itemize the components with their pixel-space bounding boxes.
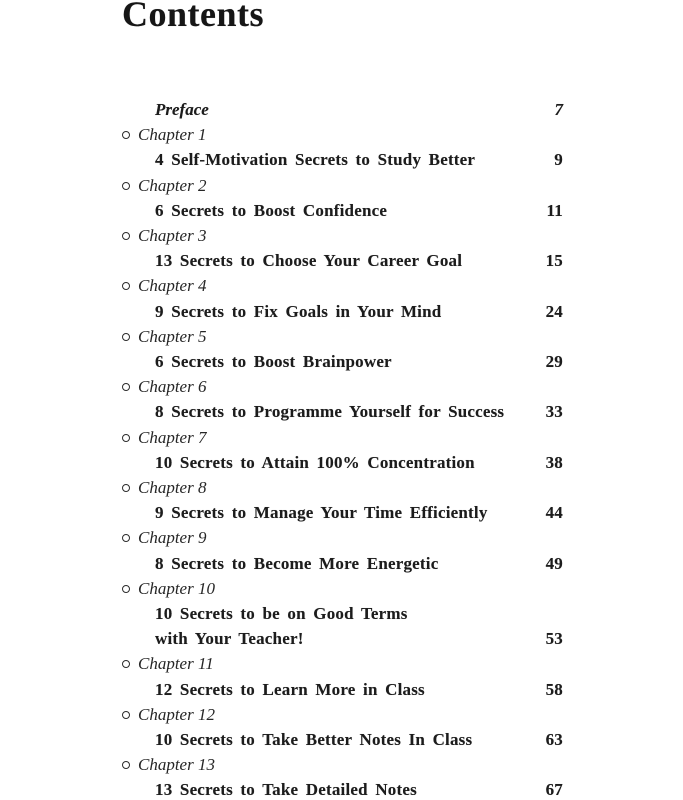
chapter-title: 13 Secrets to Choose Your Career Goal [155, 251, 463, 271]
chapter-label: Chapter 3 [138, 226, 207, 246]
chapter-label: Chapter 1 [138, 125, 207, 145]
chapter-page-number: 58 [545, 679, 563, 699]
chapter-title: 13 Secrets to Take Detailed Notes [155, 780, 417, 800]
chapter-page-number: 33 [545, 402, 563, 422]
toc-chapter-title-row [122, 198, 563, 223]
chapter-page-number: 67 [545, 780, 563, 800]
circle-bullet-icon [122, 585, 130, 593]
toc-chapter-label-row [122, 122, 563, 147]
toc-chapter-block [122, 425, 563, 475]
chapter-title: 6 Secrets to Boost Confidence [155, 200, 388, 220]
page-title: Contents [122, 0, 265, 34]
chapter-title: 10 Secrets to Take Better Notes In Class [155, 730, 473, 750]
toc-chapter-label-row [122, 173, 563, 198]
toc-chapter-block [122, 223, 563, 273]
chapter-label: Chapter 8 [138, 478, 207, 498]
circle-bullet-icon [122, 711, 130, 719]
toc-chapter-block [122, 525, 563, 575]
toc-chapter-label-row [122, 475, 563, 500]
chapter-page-number: 53 [545, 629, 563, 649]
chapter-label: Chapter 11 [138, 654, 214, 674]
chapter-label: Chapter 9 [138, 528, 207, 548]
chapter-label: Chapter 4 [138, 276, 207, 296]
toc-chapter-label-row [122, 324, 563, 349]
toc-chapter-title-row [122, 399, 563, 424]
toc-chapter-block [122, 475, 563, 525]
chapter-label: Chapter 6 [138, 377, 207, 397]
toc-chapter-block [122, 173, 563, 223]
chapter-title: 10 Secrets to Attain 100% Concentration [155, 452, 475, 472]
toc-chapter-block [122, 651, 563, 701]
chapter-label: Chapter 2 [138, 175, 207, 195]
chapter-page-number: 44 [545, 503, 563, 523]
toc-chapter-block [122, 122, 563, 172]
toc-chapter-label-row [122, 651, 563, 676]
toc-chapter-label-row [122, 702, 563, 727]
chapter-page-number: 63 [545, 730, 563, 750]
toc-chapter-label-row [122, 525, 563, 550]
toc-chapter-title-row [122, 147, 563, 172]
toc-chapter-title-row [122, 248, 563, 273]
chapter-label: Chapter 13 [138, 755, 215, 775]
toc-chapter-title-row [122, 551, 563, 576]
chapter-title: 10 Secrets to be on Good Terms with Your Teacher! [155, 604, 408, 649]
chapter-page-number: 29 [545, 352, 563, 372]
toc-chapter-label-row [122, 223, 563, 248]
chapter-title: 6 Secrets to Boost Brainpower [155, 352, 392, 372]
circle-bullet-icon [122, 660, 130, 668]
toc-entry-preface [122, 97, 563, 122]
circle-bullet-icon [122, 232, 130, 240]
toc-chapter-title-row [122, 299, 563, 324]
chapter-page-number: 11 [546, 200, 563, 220]
toc-chapter-label-row [122, 374, 563, 399]
circle-bullet-icon [122, 484, 130, 492]
toc-chapter-title-row [122, 777, 563, 800]
chapter-page-number: 15 [545, 251, 563, 271]
chapter-title: 12 Secrets to Learn More in Class [155, 679, 425, 699]
chapter-page-number: 24 [545, 301, 563, 321]
toc-chapter-block [122, 324, 563, 374]
toc-chapter-label-row [122, 425, 563, 450]
toc-chapter-title-row [122, 601, 563, 651]
chapter-title: 4 Self-Motivation Secrets to Study Better [155, 150, 476, 170]
chapter-label: Chapter 7 [138, 427, 207, 447]
toc-chapter-label-row [122, 273, 563, 298]
chapter-page-number: 38 [545, 452, 563, 472]
chapter-label: Chapter 10 [138, 578, 215, 598]
toc-chapter-title-row [122, 727, 563, 752]
circle-bullet-icon [122, 534, 130, 542]
toc-chapter-title-row [122, 677, 563, 702]
chapter-title: 8 Secrets to Programme Yourself for Success [155, 402, 505, 422]
chapter-list [122, 122, 563, 800]
circle-bullet-icon [122, 333, 130, 341]
toc-chapter-title-row [122, 500, 563, 525]
preface-page-number: 7 [554, 100, 563, 119]
chapter-page-number: 49 [545, 553, 563, 573]
chapter-label: Chapter 5 [138, 326, 207, 346]
circle-bullet-icon [122, 761, 130, 769]
toc-chapter-title-row [122, 450, 563, 475]
chapter-title: 9 Secrets to Manage Your Time Efficiently [155, 503, 488, 523]
chapter-page-number: 9 [554, 150, 563, 170]
chapter-label: Chapter 12 [138, 704, 215, 724]
circle-bullet-icon [122, 383, 130, 391]
toc-chapter-block [122, 273, 563, 323]
toc-chapter-label-row [122, 576, 563, 601]
chapter-title: 8 Secrets to Become More Energetic [155, 553, 439, 573]
table-of-contents [122, 97, 563, 800]
toc-chapter-block [122, 702, 563, 752]
toc-chapter-label-row [122, 752, 563, 777]
circle-bullet-icon [122, 131, 130, 139]
circle-bullet-icon [122, 434, 130, 442]
toc-chapter-block [122, 374, 563, 424]
toc-chapter-block [122, 576, 563, 652]
toc-chapter-title-row [122, 349, 563, 374]
chapter-title: 9 Secrets to Fix Goals in Your Mind [155, 301, 442, 321]
toc-chapter-block [122, 752, 563, 800]
preface-label: Preface [155, 100, 209, 119]
circle-bullet-icon [122, 182, 130, 190]
circle-bullet-icon [122, 282, 130, 290]
